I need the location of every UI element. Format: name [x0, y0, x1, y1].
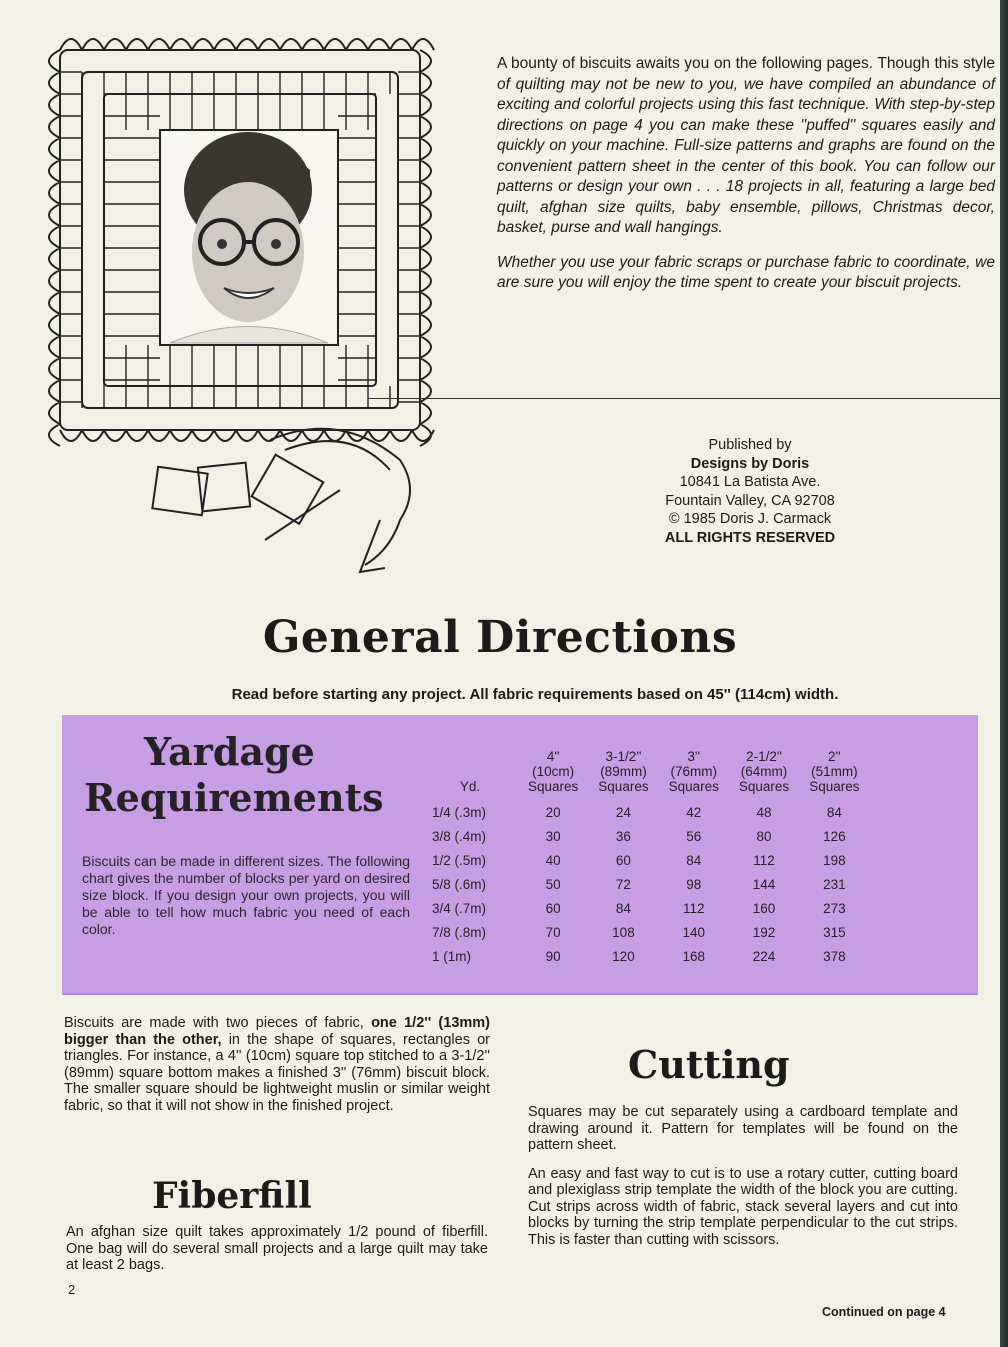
table-row — [422, 872, 869, 896]
yardage-table-header — [422, 749, 869, 800]
yardage-header-line: (10cm) — [532, 764, 575, 779]
squares-cell: 50 — [545, 876, 561, 892]
squares-cell: 60 — [615, 852, 631, 868]
biscuits-text-b: in the shape of squares, rectangles or triangles. For instance, a 4'' (10cm) square top stitched to a 3-1/2'' (89mm) square bottom makes a finished 3'' (76mm) biscuit block. The smaller square should be lightweight muslin or similar weight fabric, so that it will not show in the finished project. — [64, 1031, 490, 1114]
yardage-header-line: 2'' — [828, 749, 841, 764]
yardage-cell: 1 (1m) — [432, 948, 472, 964]
squares-cell: 168 — [682, 948, 705, 964]
squares-cell: 72 — [615, 876, 631, 892]
yardage-header-line: Yd. — [459, 779, 481, 794]
cutting-paragraph-2: An easy and fast way to cut is to use a rotary cutter, cutting board and plexiglass strip template the width of the block you are cutting. Cut strips across width of fabric, stack several layers and cut into blocks by turning the strip template perpendicular to the cut strips. This is faster than cutting with scissors. — [528, 1165, 958, 1248]
squares-cell: 273 — [823, 900, 846, 916]
biscuits-text-bold: one 1/2'' (13mm) bigger than the other, — [64, 1015, 490, 1048]
table-row — [422, 896, 869, 920]
squares-cell: 126 — [823, 828, 846, 844]
squares-cell: 20 — [545, 804, 561, 820]
yardage-header-line: Squares — [598, 779, 649, 794]
squares-cell: 98 — [686, 876, 702, 892]
squares-cell: 84 — [615, 900, 631, 916]
table-row — [422, 848, 869, 872]
fiberfill-text: An afghan size quilt takes approximately 1/2 pound of fiberfill. One bag will do several small projects and a large quilt may take at least 2 bags. — [66, 1224, 488, 1273]
cutting-title: Cutting — [628, 1042, 790, 1087]
fiberfill-title: Fiberfill — [152, 1175, 312, 1217]
yardage-header-line: Squares — [668, 779, 719, 794]
yardage-column-header — [518, 749, 588, 800]
biscuits-paragraph — [64, 1015, 490, 1114]
publisher-street: 10841 La Batista Ave. — [679, 474, 821, 490]
yardage-cell: 3/8 (.4m) — [432, 828, 487, 844]
squares-cell: 144 — [752, 876, 776, 892]
yardage-header-line: (64mm) — [740, 764, 788, 779]
squares-cell: 42 — [686, 804, 702, 820]
yardage-column-header — [422, 749, 518, 800]
table-row — [422, 800, 869, 824]
squares-cell: 30 — [545, 828, 561, 844]
squares-cell: 108 — [612, 924, 635, 940]
squares-cell: 160 — [752, 900, 776, 916]
squares-cell: 24 — [615, 804, 631, 820]
squares-cell: 231 — [823, 876, 846, 892]
yardage-column-header — [588, 749, 658, 800]
page-number: 2 — [68, 1282, 76, 1297]
squares-cell: 140 — [682, 924, 705, 940]
squares-cell: 36 — [615, 828, 631, 844]
yardage-panel — [62, 715, 978, 995]
squares-cell: 192 — [752, 924, 776, 940]
yardage-cell: 7/8 (.8m) — [432, 924, 487, 940]
quilt-frame-illustration — [20, 20, 490, 580]
intro-text — [497, 54, 995, 308]
squares-cell: 378 — [823, 948, 846, 964]
intro-paragraph-1: A bounty of biscuits awaits you on the following pages. Though this style of quilting may not be new to you, we have compiled an abundance of exciting and colorful projects using this fast technique. With step-by-step directions on page 4 you can make these ''puffed'' squares easily and quickly on your machine. Full-size patterns and graphs are found on the convenient pattern sheet in the center of this book. You can follow our patterns or design your own . . . 18 projects in all, featuring a large bed quilt, afghan size quilts, baby ensemble, pillows, Christmas decor, basket, purse and wall hangings. — [497, 55, 995, 236]
table-row — [422, 944, 869, 968]
continued-note: Continued on page 4 — [822, 1305, 946, 1319]
squares-cell: 120 — [612, 948, 635, 964]
squares-cell: 198 — [823, 852, 846, 868]
general-directions-title: General Directions — [262, 612, 738, 663]
squares-cell: 40 — [545, 852, 561, 868]
yardage-header-line: Squares — [809, 779, 860, 794]
published-by: Published by — [708, 437, 792, 453]
intro-paragraph-2: Whether you use your fabric scraps or purchase fabric to coordinate, we are sure you will enjoy the time spent to create your biscuit projects. — [497, 253, 995, 291]
general-directions-subtitle: Read before starting any project. All fabric requirements based on 45'' (114cm) width. — [231, 686, 839, 703]
squares-cell: 56 — [686, 828, 702, 844]
squares-cell: 112 — [682, 900, 705, 916]
divider-line — [368, 398, 1000, 399]
yardage-header-line: (89mm) — [600, 764, 647, 779]
yardage-title-line-1: Yardage — [144, 729, 315, 774]
yardage-header-line: 4'' — [546, 749, 560, 764]
yardage-header-line: (51mm) — [811, 764, 858, 779]
yardage-header-line: 3'' — [687, 749, 701, 764]
yardage-column-header — [799, 749, 869, 800]
yardage-column-header — [659, 749, 729, 800]
squares-cell: 315 — [823, 924, 846, 940]
squares-cell: 84 — [686, 852, 702, 868]
yardage-header-line: Squares — [738, 779, 790, 794]
cutting-paragraph-1: Squares may be cut separately using a cardboard template and drawing around it. Pattern for templates will be found on the pattern sheet. — [528, 1104, 958, 1153]
squares-cell: 112 — [753, 852, 775, 868]
yardage-cell: 1/2 (.5m) — [432, 852, 487, 868]
yardage-header-line: (76mm) — [670, 764, 717, 779]
page-edge-background — [1000, 0, 1008, 1347]
publisher-block — [620, 436, 880, 547]
publisher-name: Designs by Doris — [690, 455, 810, 472]
squares-cell: 60 — [545, 900, 561, 916]
yardage-title-line-2: Requirements — [84, 775, 384, 820]
copyright-line: © 1985 Doris J. Carmack — [668, 511, 832, 527]
yardage-description: Biscuits can be made in different sizes. The following chart gives the number of blocks per yard on desired size block. If you design your own projects, you will be able to tell how much fabric you need of each color. — [82, 853, 410, 937]
squares-cell: 224 — [752, 948, 776, 964]
squares-cell: 84 — [826, 804, 842, 820]
yardage-cell: 1/4 (.3m) — [432, 804, 487, 820]
portrait-photo — [162, 132, 336, 343]
squares-cell: 70 — [545, 924, 561, 940]
table-row — [422, 824, 869, 848]
yardage-header-line: 3-1/2'' — [605, 749, 642, 764]
cutting-text — [528, 1104, 958, 1260]
yardage-column-header — [729, 749, 799, 800]
yardage-table — [422, 749, 869, 968]
biscuits-text-a: Biscuits are made with two pieces of fabric, — [64, 1015, 372, 1031]
yardage-header-line: 2-1/2'' — [746, 749, 782, 764]
squares-cell: 48 — [756, 804, 772, 820]
yardage-header-line: Squares — [528, 779, 579, 794]
yardage-cell: 3/4 (.7m) — [432, 900, 487, 916]
table-row — [422, 920, 869, 944]
yardage-cell: 5/8 (.6m) — [432, 876, 487, 892]
squares-cell: 90 — [545, 948, 561, 964]
publisher-city: Fountain Valley, CA 92708 — [665, 492, 835, 509]
rights-reserved: ALL RIGHTS RESERVED — [664, 529, 836, 546]
yardage-requirements-title — [84, 729, 384, 821]
squares-cell: 80 — [756, 828, 772, 844]
